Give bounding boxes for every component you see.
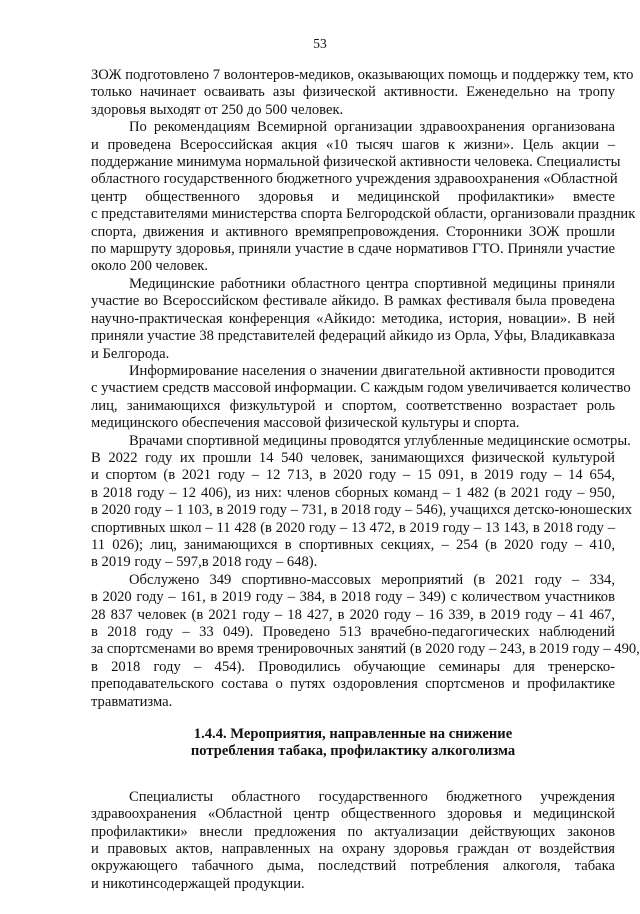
paragraph <box>91 276 615 363</box>
text-line: преподавательского состава о путях оздоровления спортсменов и профилактике <box>91 676 615 693</box>
paragraph <box>91 67 634 119</box>
text-line: Врачами спортивной медицины проводятся углубленные медицинские осмотры. <box>129 432 631 449</box>
text-line: окружающего табачного дыма, последствий потребления алкоголя, табака <box>91 858 615 875</box>
text-line: в 2020 году – 1 103, в 2019 году – 731, в 2018 году – 546), учащихся детско-юношеских <box>91 502 633 519</box>
paragraph <box>91 432 633 572</box>
text-line: 28 837 человек (в 2021 году – 18 427, в 2020 году – 16 339, в 2019 году – 41 467, <box>91 606 615 623</box>
text-line: Обслужено 349 спортивно-массовых мероприятий (в 2021 году – 334, <box>129 571 615 588</box>
text-line: в 2018 году – 33 049). Проведено 513 врачебно-педагогических наблюдений <box>91 624 615 640</box>
text-line: В 2022 году их прошли 14 540 человек, занимающихся физической культурой <box>91 449 615 466</box>
text-line: по маршруту здоровья, приняли участие в сдаче нормативов ГТО. Приняли участие <box>91 241 615 258</box>
text-line: в 2019 году – 597,в 2018 году – 648). <box>91 554 318 571</box>
text-line: и проведена Всероссийская акция «10 тысяч шагов к жизни». Цель акции – <box>91 136 615 153</box>
text-line: профилактики» внесли предложения по актуализации действующих законов <box>91 823 615 840</box>
text-line: приняли участие 38 представителей федераций айкидо из Орла, Уфы, Владикавказа <box>91 328 615 345</box>
text-line: поддержание минимума нормальной физической активности человека. Специалисты <box>91 154 621 171</box>
text-line: участие во Всероссийском фестивале айкидо. В рамках фестиваля была проведена <box>91 293 615 310</box>
text-line: здоровья выходят от 250 до 500 человек. <box>91 101 344 118</box>
text-line: областного государственного бюджетного учреждения здравоохранения «Областной <box>91 171 618 188</box>
text-line: По рекомендациям Всемирной организации здравоохранения организована <box>129 119 615 136</box>
text-line: центр общественного здоровья и медицинской профилактики» вместе <box>91 188 615 205</box>
text-line: и спортом (в 2021 году – 12 713, в 2020 году – 15 091, в 2019 году – 14 654, <box>91 467 615 484</box>
text-line: в 2018 году – 454). Проводились обучающие семинары для тренерско- <box>91 658 615 675</box>
text-line: научно-практическая конференция «Айкидо: методика, история, новации». В ней <box>91 310 615 327</box>
text-line: в 2020 году – 161, в 2019 году – 384, в 2018 году – 349) с количеством участников <box>91 589 615 606</box>
text-line: с представителями министерства спорта Белгородской области, организовали праздник <box>91 206 636 223</box>
text-line: здравоохранения «Областной центр общественного здоровья и медицинской <box>91 806 615 823</box>
section-heading-line: 1.4.4. Мероприятия, направленные на снижение <box>193 726 513 743</box>
section-heading-line: потребления табака, профилактику алкоголизма <box>190 743 516 760</box>
text-line: около 200 человек. <box>91 258 208 275</box>
text-line: за спортсменами во время тренировочных занятий (в 2020 году – 243, в 2019 году – 490, <box>91 641 640 658</box>
paragraph <box>91 789 615 893</box>
paragraph <box>91 571 640 711</box>
text-line: и правовых актов, направленных на охрану здоровья граждан от воздействия <box>91 841 615 858</box>
paragraph <box>91 119 636 276</box>
text-line: Медицинские работники областного центра спортивной медицины приняли <box>129 275 615 292</box>
text-line: медицинского обеспечения массовой физической культуры и спорта. <box>91 415 520 432</box>
text-line: ЗОЖ подготовлено 7 волонтеров-медиков, оказывающих помощь и поддержку тем, кто <box>91 67 634 83</box>
section-heading <box>91 726 615 761</box>
text-line: в 2018 году – 12 406), из них: членов сборных команд – 1 482 (в 2021 году – 950, <box>91 484 615 501</box>
text-line: травматизма. <box>91 693 173 710</box>
text-line: только начинает осваивать азы физической активности. Еженедельно на тропу <box>91 84 615 101</box>
paragraph <box>91 362 631 433</box>
text-line: спортивных школ – 11 428 (в 2020 году – 13 472, в 2019 году – 13 143, в 2018 году – <box>91 519 615 536</box>
page-content <box>91 67 640 893</box>
text-line: лиц, занимающихся физкультурой и спортом, соответственно возрастает роль <box>91 397 615 414</box>
text-line: 11 026); лиц, занимающихся в спортивных секциях, – 254 (в 2020 году – 410, <box>91 536 615 553</box>
text-line: и никотинсодержащей продукции. <box>91 875 305 892</box>
text-line: и Белгорода. <box>91 345 170 362</box>
text-line: Информирование населения о значении двигательной активности проводится <box>129 362 615 379</box>
text-line: с участием средств массовой информации. С каждым годом увеличивается количество <box>91 380 631 397</box>
page-number: 53 <box>313 36 327 51</box>
text-line: Специалисты областного государственного бюджетного учреждения <box>129 788 615 805</box>
text-line: спорта, движения и активного времяпрепровождения. Сторонники ЗОЖ прошли <box>91 223 615 240</box>
